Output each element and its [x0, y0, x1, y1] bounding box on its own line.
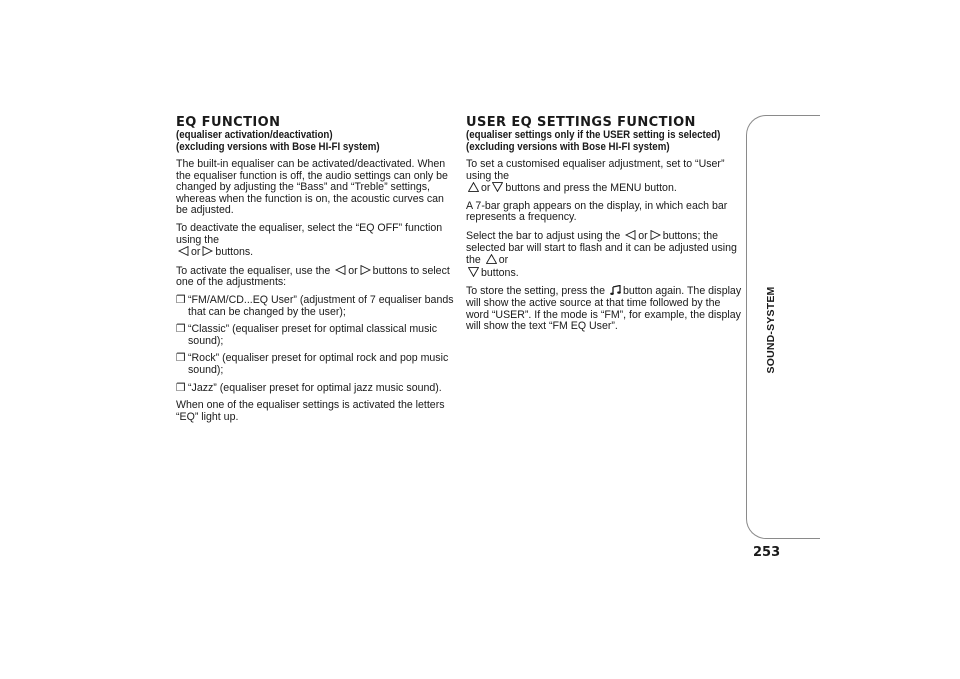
user-eq-graph-paragraph: A 7-bar graph appears on the display, in which each bar represents a frequency. [466, 199, 728, 224]
list-item: ❒ “Jazz” (equaliser preset for optimal jazz music sound). [176, 381, 442, 394]
page-number: 253 [753, 545, 781, 560]
user-eq-set-paragraph: To set a customised equaliser adjustment, set to “User” using the or buttons and press the MENU button. [466, 158, 725, 195]
list-item: ❒ “Classic” (equaliser preset for optimal classical music sound); [176, 323, 438, 347]
user-eq-title: USER EQ SETTINGS FUNCTION [466, 115, 696, 130]
section-side-tab [746, 115, 820, 539]
triangle-left-icon [178, 246, 189, 256]
triangle-right-icon [202, 246, 213, 256]
triangle-right-icon [650, 230, 661, 240]
right-column [466, 116, 744, 333]
eq-function-title: EQ FUNCTION [176, 115, 281, 130]
triangle-up-icon [468, 182, 479, 192]
eq-function-subtitle-2: (excluding versions with Bose HI-FI system) [176, 141, 380, 153]
triangle-up-icon [486, 254, 497, 264]
triangle-left-icon [335, 265, 346, 275]
list-item: ❒ “Rock” (equaliser preset for optimal rock and pop music sound); [176, 352, 449, 376]
eq-light-paragraph: When one of the equaliser settings is activated the letters “EQ” light up. [176, 399, 445, 423]
checkbox-bullet-icon: ❒ [176, 293, 186, 306]
user-eq-subtitle-1: (equaliser settings only if the USER setting is selected) [466, 129, 721, 141]
eq-deactivate-paragraph: To deactivate the equaliser, select the “EQ OFF” function using the or buttons. [176, 221, 443, 259]
checkbox-bullet-icon: ❒ [176, 381, 186, 394]
triangle-right-icon [360, 265, 371, 275]
user-eq-select-paragraph: Select the bar to adjust using the or buttons; the selected bar will start to flash and it can be adjusted using the or buttons. [466, 229, 737, 279]
eq-activate-paragraph: To activate the equaliser, use the or buttons to select one of the adjustments: [176, 264, 450, 289]
eq-function-subtitle-1: (equaliser activation/deactivation) [176, 129, 333, 141]
triangle-down-icon [492, 182, 503, 192]
checkbox-bullet-icon: ❒ [176, 323, 186, 336]
list-item: ❒ “FM/AM/CD...EQ User” (adjustment of 7 equaliser bands that can be changed by the user); [176, 293, 454, 318]
left-column [176, 116, 454, 423]
music-note-icon [610, 285, 621, 295]
eq-intro-paragraph: The built-in equaliser can be activated/deactivated. When the equaliser function is off, the audio settings can only be changed by adjusting the “Bass” and “Treble” settings, whereas when the function is on, the acoustic curves can be adjusted. [176, 158, 448, 217]
triangle-down-icon [468, 267, 479, 277]
user-eq-store-paragraph: To store the setting, press the button again. The display will show the active source at that time followed by the word “USER”. If the mode is “FM”, for example, the display will show the text “FM EQ User”. [466, 285, 742, 333]
triangle-left-icon [625, 230, 636, 240]
checkbox-bullet-icon: ❒ [176, 352, 186, 365]
user-eq-subtitle-2: (excluding versions with Bose HI-FI system) [466, 141, 670, 153]
